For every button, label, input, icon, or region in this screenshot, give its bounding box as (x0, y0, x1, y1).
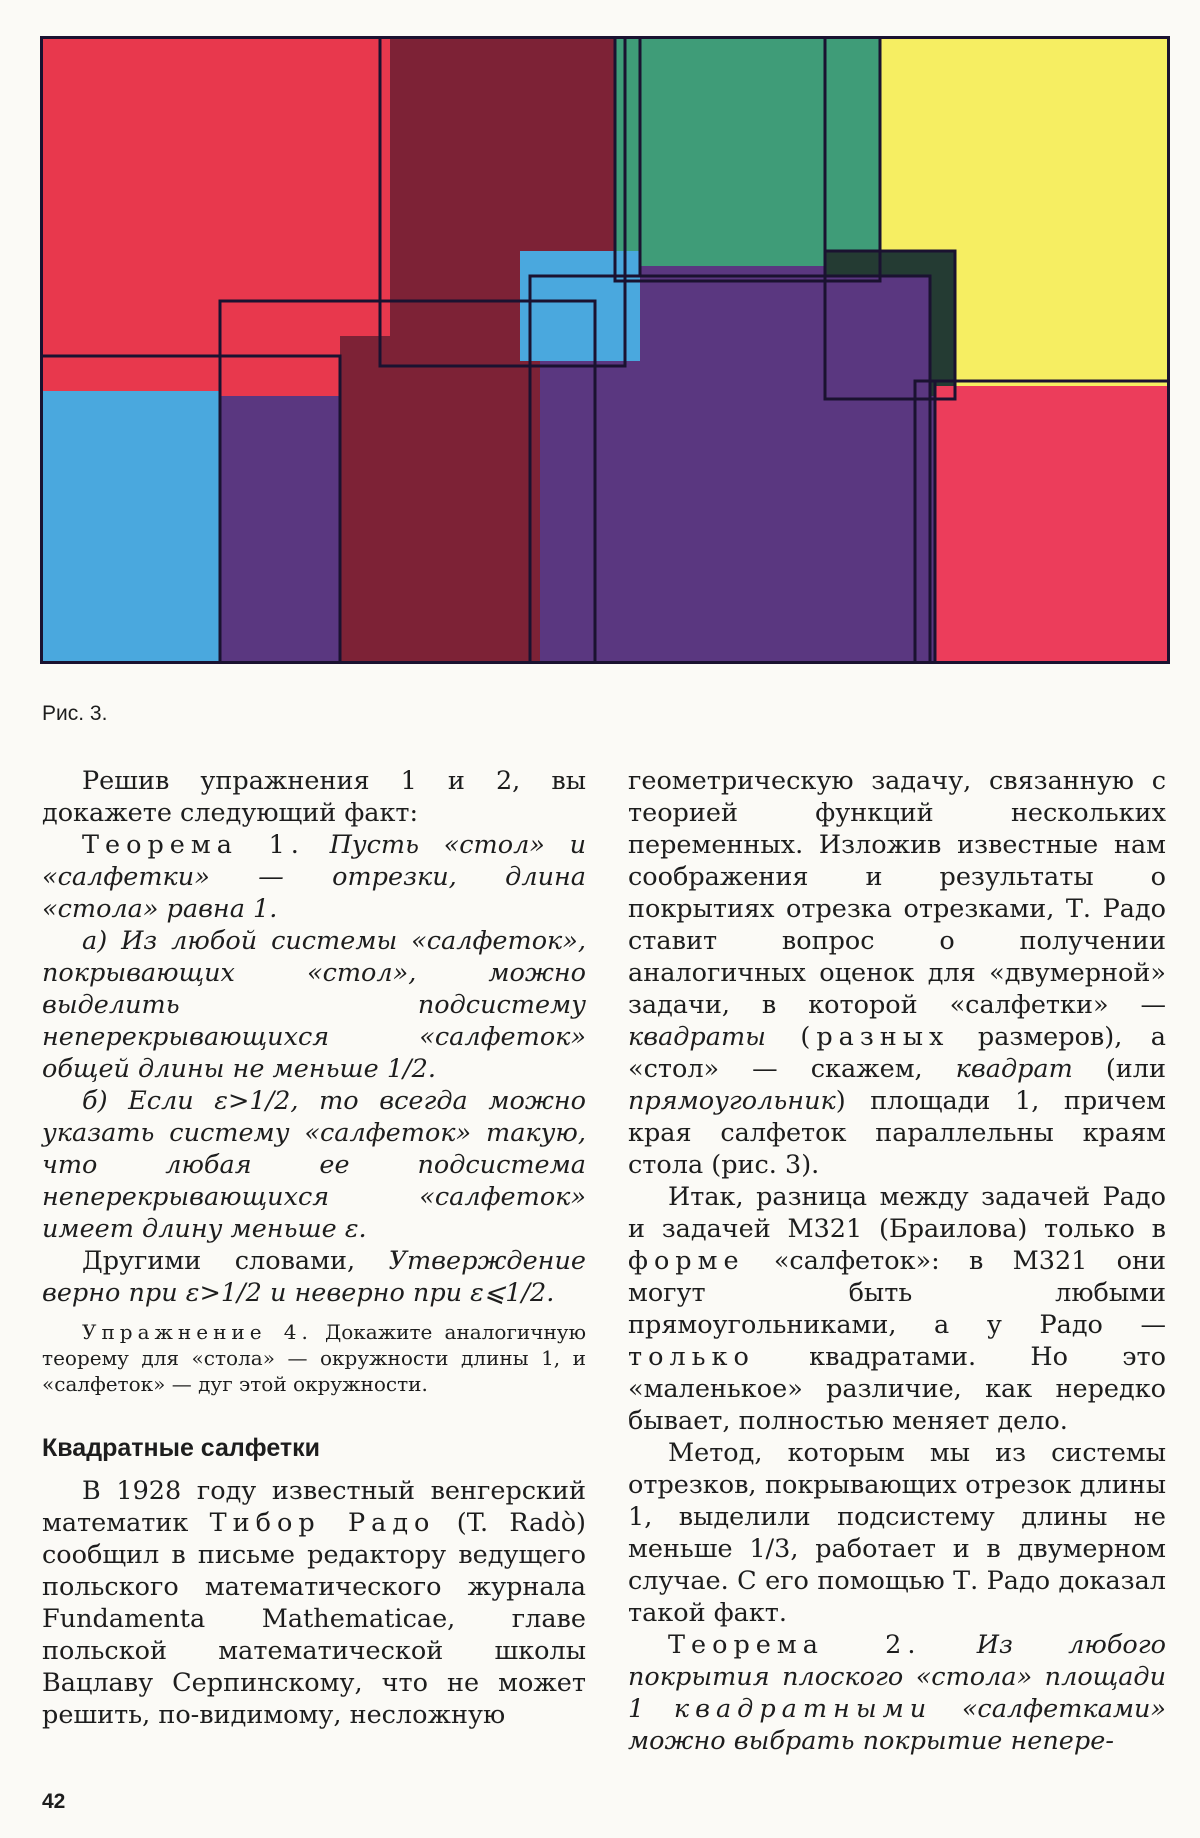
page-number: 42 (42, 1790, 66, 1813)
exercise-4: Упражнение 4. Докажите аналогичную теорему для «стола» — окружности длины 1, и «салфеток» — дуг этой окружности. (42, 1320, 586, 1396)
paragraph-geometric-problem: геометрическую задачу, связанную с теорией функций нескольких переменных. Изложив известные нам соображения и результаты о покрытиях отрезка отрезками, Т. Радо ставит вопрос о получении аналогичных оценок для «двумерной» задачи, в которой «салфетки» — квадраты (разных размеров), а «стол» — скажем, квадрат (или прямоугольник) площади 1, причем края салфеток параллельны краям стола (рис. 3). (628, 766, 1166, 1180)
paragraph-in-other-words: Другими словами, Утверждение верно при ε>1/2 и неверно при ε⩽1/2. (42, 1246, 586, 1308)
red-square (40, 36, 390, 396)
left-column (42, 765, 586, 1731)
theorem-1-part-b: б) Если ε>1/2, то всегда можно указать систему «салфеток» такую, что любая ее подсистема неперекрывающихся «салфеток» имеет длину меньше ε. (42, 1086, 586, 1244)
light-blue-square (40, 391, 220, 664)
theorem-1: Теорема 1. Пусть «стол» и «салфетки» — отрезки, длина «стола» равна 1. (42, 830, 587, 924)
section-heading: Квадратные салфетки (42, 1434, 321, 1462)
light-blue-small-square (520, 251, 640, 361)
pink-square (935, 386, 1170, 664)
paragraph-difference: Итак, разница между задачей Радо и задачей М321 (Браилова) только в форме «салфеток»: в М321 они могут быть любыми прямоугольниками, а у Радо — только квадратами. Но это «маленькое» различие, как нередко бывает, полностью меняет дело. (628, 1182, 1166, 1436)
theorem-2: Теорема 2. Из любого покрытия плоского «стола» площади 1 квадратными «салфетками» можно выбрать покрытие непере- (628, 1630, 1167, 1756)
right-column (628, 765, 1166, 1757)
paragraph-method: Метод, которым мы из системы отрезков, покрывающих отрезок длины 1, выделили подсистему длины не меньше 1/3, работает и в двумерном случае. С его помощью Т. Радо доказал такой факт. (628, 1438, 1166, 1628)
paragraph-1928: В 1928 году известный венгерский математик Тибор Радо (T. Radò) сообщил в письме редактору ведущего польского математического журнала Fundamenta Mathematicae, главе польской математической школы Вацлаву Серпинскому, что не может решить, по-видимому, несложную (42, 1476, 586, 1730)
maroon-square-bottom (340, 336, 540, 664)
paragraph-intro: Решив упражнения 1 и 2, вы докажете следующий факт: (42, 766, 586, 828)
purple-square (640, 276, 930, 664)
figure-caption: Рис. 3. (42, 702, 108, 725)
figure-rado-squares (40, 36, 1170, 664)
teal-square (615, 36, 880, 266)
theorem-1-part-a: а) Из любой системы «салфеток», покрывающих «стол», можно выделить подсистему неперекрывающихся «салфеток» общей длины не меньше 1/2. (42, 926, 586, 1084)
